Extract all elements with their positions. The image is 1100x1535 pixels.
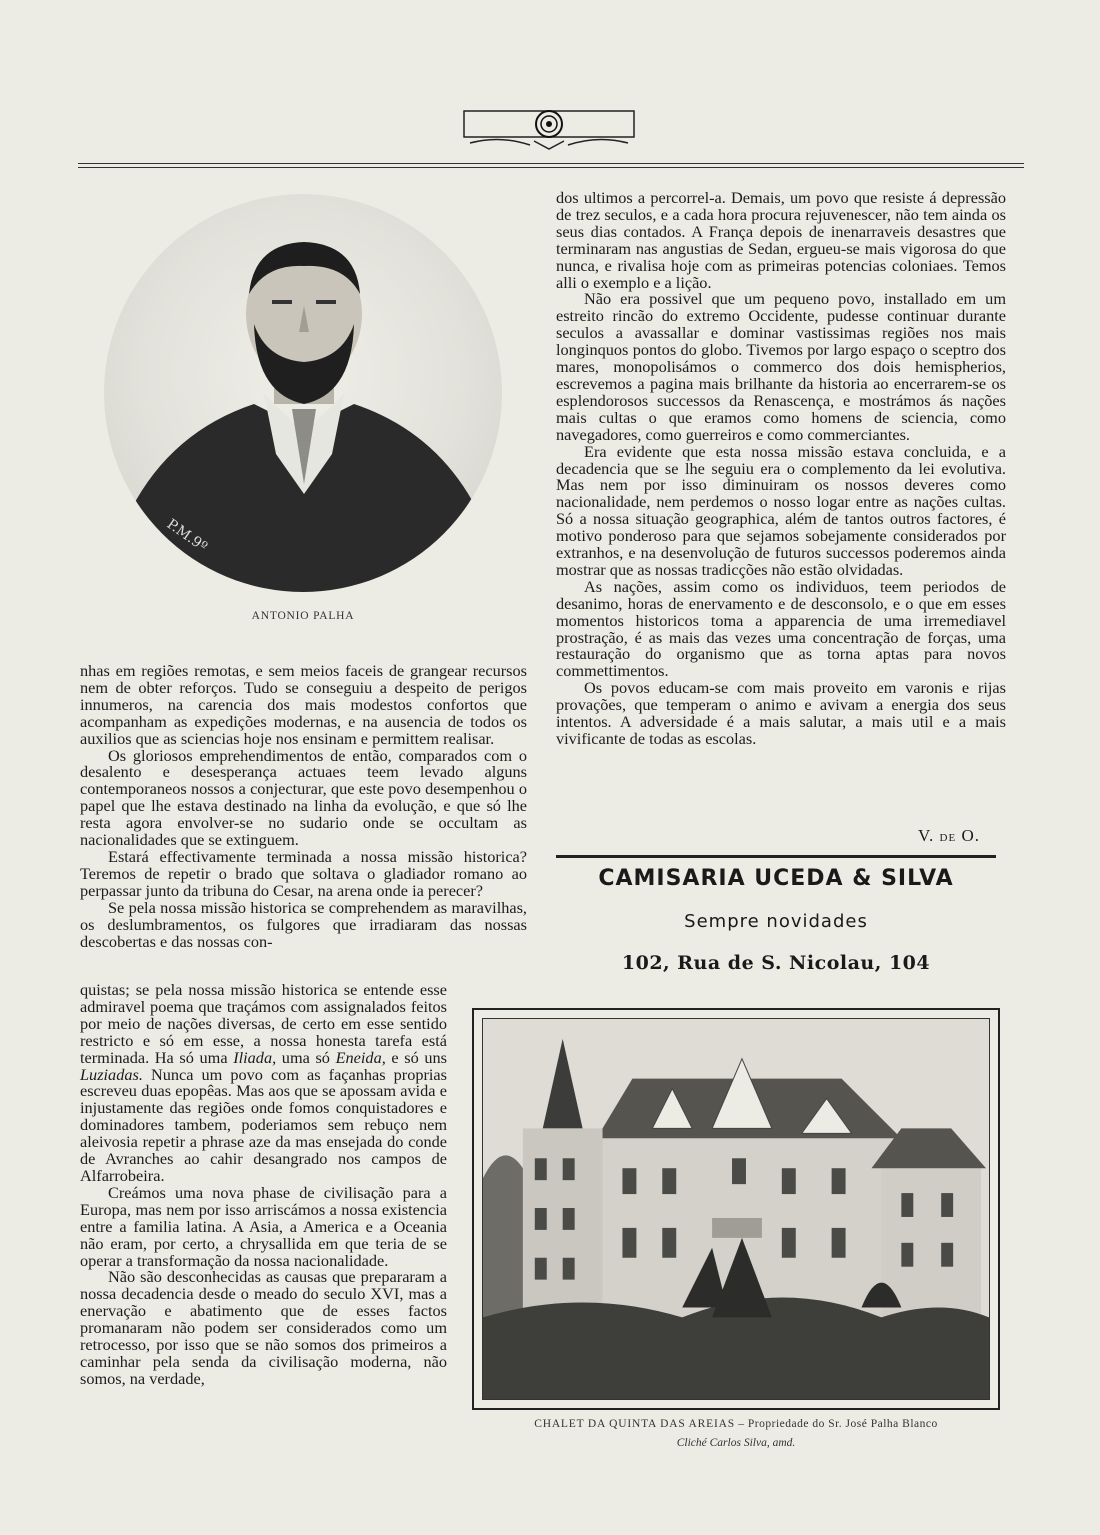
paragraph: Os gloriosos emprehendimentos de então, comparados com o desalento e desesperança actuaes teem levado alguns contemporaneos nossos a conjecturar, que este povo desempenhou o papel que lhe estava destinado na linha da evolução, e que só lhe resta agora envolver-se no sudario onde se occultam as nacionalidades que se extinguem.	[80, 745, 527, 850]
article-left-bottom	[80, 982, 447, 1388]
header-rule	[78, 163, 1024, 164]
text-run: , uma só	[272, 1047, 336, 1067]
paragraph: Não são desconhecidas as causas que prepararam a nossa decadencia desde o meado do seculo XVI, mas a enervação e abatimento que de esses factos promanaram não podem ser considerados como um retrocesso, por isso que se não somos dos primeiros a caminhar pela senda da civilisação moderna, não somos, na verdade,	[80, 1267, 447, 1388]
article-left-top	[80, 663, 527, 950]
work-title: Iliada	[233, 1047, 273, 1067]
portrait-caption: ANTONIO PALHA	[251, 610, 355, 622]
advert-subtitle: Sempre novidades	[684, 911, 868, 932]
masthead-ornament	[460, 105, 638, 153]
header-rule	[78, 167, 1024, 168]
paragraph: Não era possivel que um pequeno povo, installado em um estreito rincão do extremo Occidente, pudesse continuar durante seculos a avassallar e dominar vastissimas regiões nos mais longinquos pontos do globo. Tivemos por largo espaço o sceptro dos mares, monopolisámos o commerco dos dois hemispherios, escrevemos a pagina mais brilhante da historia ao encerrarem-se os esplendorosos successos da Renascença, e mostrámos ás nações mais cultas o que eramos como homens de sciencia, como navegadores, como guerreiros e como commerciantes.	[556, 289, 1006, 444]
text-run: Nunca um povo com as façanhas proprias escreveu duas epopêas. Mas aos que se apossam avida e injustamente das regiões onde fomos conquistadores e dominadores tambem, poderiamos sem rebuço nem aleivosia repetir a phrase aze da mas ensejada do conde de Avranches ao cahir desangrado nos campos de Alfarrobeira.	[80, 1064, 447, 1185]
advert-rule	[556, 855, 996, 858]
photo-caption-title: CHALET DA QUINTA DAS AREIAS	[534, 1418, 735, 1430]
paragraph: Estará effectivamente terminada a nossa missão historica? Teremos de repetir o brado que soltava o gladiador romano ao perpassar junto da tribuna do Cesar, na arena onde ia perecer?	[80, 846, 527, 900]
author-signature	[880, 826, 980, 846]
advert-title: CAMISARIA UCEDA & SILVA	[598, 866, 954, 891]
text-run: quistas; se pela nossa missão historica se entende esse admiravel poema que traçámos com assignalados feitos por meio de nações diversas, de certo em esse sentido restricto e só em esse, a nossa honesta tarefa está terminada. Ha só uma	[80, 980, 447, 1067]
text-run: e só uns	[385, 1047, 448, 1067]
work-title: Eneida,	[335, 1047, 386, 1067]
advert-address: 102, Rua de S. Nicolau, 104	[621, 952, 931, 974]
photo-caption-owner: – Propriedade do Sr. José Palha Blanco	[734, 1418, 938, 1430]
photo-caption	[472, 1418, 1000, 1430]
paragraph: dos ultimos a percorrel-a. Demais, um povo que resiste á depressão de trez seculos, e a cada hora procura rejuvenescer, não tem ainda os seus dias contados. A França depois de inenarraveis desastres que terminaram nas angustias de Sedan, ergueu-se mais vigorosa do que nunca, e rivalisa hoje com as primeiras potencias coloniaes. Temos alli o exemplo e a lição.	[556, 188, 1006, 292]
signature-initial: O.	[961, 826, 980, 845]
chalet-photo-frame	[472, 1008, 1000, 1410]
paragraph: Os povos educam-se com mais proveito em varonis e rijas provações, que temperam o animo e avivam a energia dos seus intentos. A adversidade é a mais salutar, a mais util e a mais vivificante de todas as escolas.	[556, 678, 1006, 748]
chalet-photo	[482, 1018, 990, 1400]
work-title: Luziadas.	[80, 1064, 143, 1084]
masthead-logo	[460, 105, 638, 153]
svg-text:P.M.9º: P.M.9º	[163, 516, 211, 556]
portrait-photo	[104, 194, 502, 592]
article-right	[556, 190, 1006, 748]
paragraph: Creámos uma nova phase de civilisação para a Europa, mas nem por isso arriscámos a nossa existencia entre a familia latina. A Asia, a America e a Oceania não eram, por certo, a chrysallida em que teria de se operar a transformação da nossa nacionalidade.	[80, 1182, 447, 1270]
signature-initial: V.	[917, 826, 935, 845]
paragraph: Era evidente que esta nossa missão estava concluida, e a decadencia que se lhe seguiu era o complemento da lei evolutiva. Mas nem por isso diminuiram os nossos deveres como nacionalidade, nem perdemos o nosso logar entre as nações cultas. Só a nossa situação geographica, além de tantos outros factores, é motivo ponderoso para que sejamos sobejamente considerados por extranhos, e na desenvolução de futuros successos poderemos ainda mostrar que as nossas tradicções não estão olvidadas.	[556, 441, 1006, 579]
paragraph: As nações, assim como os individuos, teem periodos de desanimo, horas de enervamento e de desconsolo, e o que em esses momentos historicos toma a apparencia de uma irremediavel prostração, é as mais das vezes uma concentração de forças, uma restauração do organismo que as torna aptas para novos commettimentos.	[556, 576, 1006, 681]
paragraph: nhas em regiões remotas, e sem meios faceis de grangear recursos nem de obter reforços. Tudo se conseguiu a despeito de perigos innumeros, na carencia dos mais modestos confortos que acompanham as expedições modernas, e na ausencia de todos os auxilios que as sciencias hoje nos ensinam e permittem realisar.	[80, 661, 527, 748]
paragraph	[80, 982, 447, 1185]
photo-credit: Cliché Carlos Silva, amd.	[676, 1437, 796, 1449]
paragraph: Se pela nossa missão historica se comprehendem as maravilhas, os deslumbramentos, os fulgores que irradiaram das nossas descobertas e das nossas con-	[80, 897, 527, 951]
signature-particle: DE	[939, 832, 957, 844]
